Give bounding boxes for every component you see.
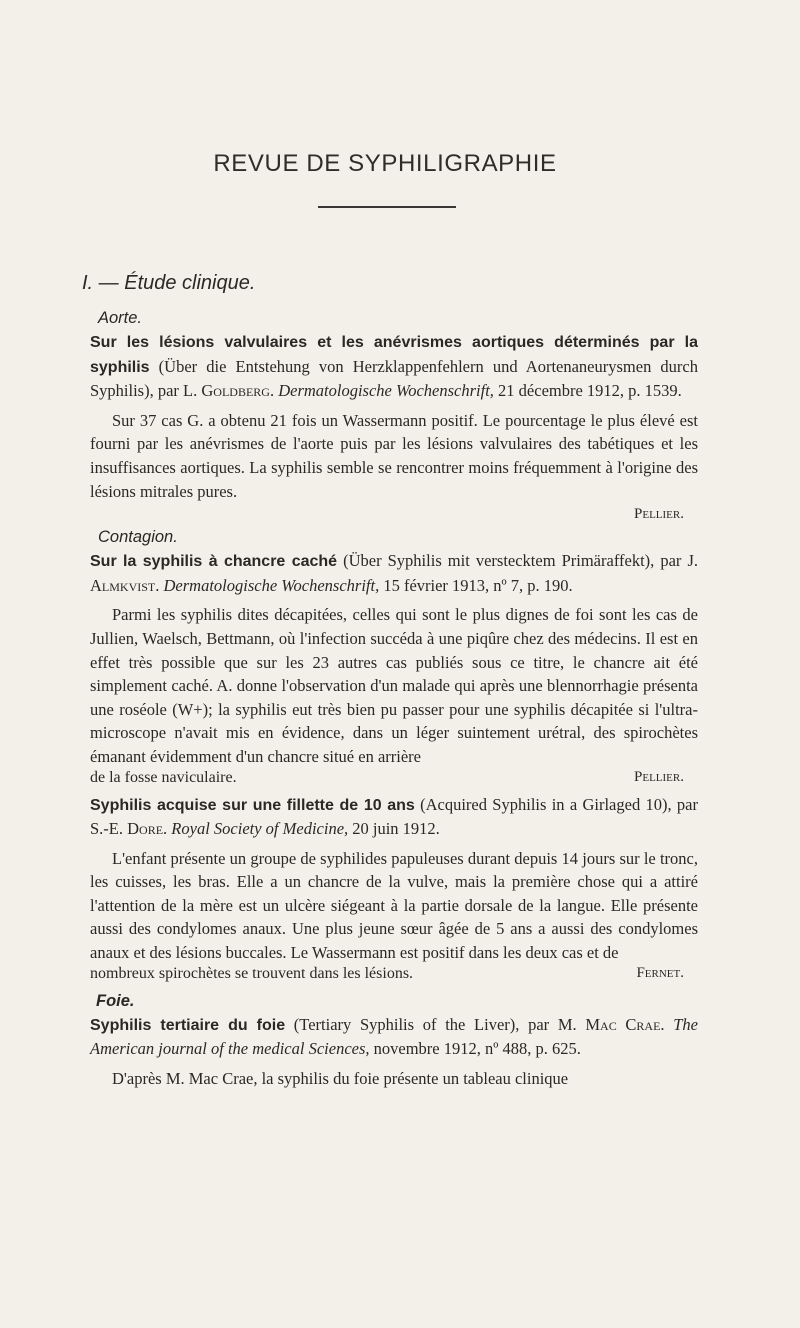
article-body-foie: D'après M. Mac Crae, la syphilis du foie présente un tableau clinique: [112, 1068, 569, 1088]
title-divider: [318, 206, 456, 208]
article-title: Syphilis acquise sur une fillette de 10 ans: [90, 796, 415, 814]
section-heading: I. — Étude clinique.: [82, 272, 256, 294]
body-last-line: de la fosse naviculaire.: [90, 768, 237, 786]
journal-name: Royal Society of Medicine,: [171, 819, 349, 839]
article-title: Syphilis tertiaire du foie: [90, 1016, 286, 1034]
article-title: Sur les lésions valvulaires et les anévrismes aortiques déterminés par la syphilis: [90, 334, 698, 376]
author-name: Almkvist: [90, 575, 156, 595]
citation-date: 21 décembre 1912, p. 1539.: [493, 381, 682, 401]
journal-name: Dermatologische Wochenschrift,: [278, 381, 494, 401]
article-last-line-contagion: [90, 769, 698, 787]
subheading-foie: Foie.: [96, 991, 135, 1010]
signature-fillette: Fernet.: [636, 964, 684, 981]
citation-date: 20 juin 1912.: [348, 819, 440, 839]
article-body-aorte: Sur 37 cas G. a obtenu 21 fois un Wassermann positif. Le pourcentage le plus élevé est fourni par les anévrismes de l'aorte puis par les lésions valvulaires des tabétiques et les insuffisances aortiques. La syphilis semble se rencontrer moins fréquemment à l'origine des lésions mitrales pures.: [90, 410, 698, 501]
journal-name: The American journal of the medical Sciences,: [90, 1014, 698, 1059]
article-citation-foie: [90, 1013, 698, 1061]
article-citation-fillette: [90, 793, 698, 841]
article-citation-contagion: [90, 549, 698, 597]
citation-separator: .: [660, 1014, 674, 1034]
body-last-line: nombreux spirochètes se trouvent dans les lésions.: [90, 964, 414, 982]
citation-date: novembre 1912, nº 488, p. 625.: [369, 1039, 581, 1059]
signature-aorte: Pellier.: [634, 506, 684, 523]
article-last-line-fillette: [90, 965, 698, 983]
citation-text: (Über die Entstehung von Herzklappenfehlern und Aortenaneurysmen durch Syphilis), par L.: [90, 356, 698, 401]
subheading-contagion: Contagion.: [98, 528, 178, 547]
page-title: REVUE DE SYPHILIGRAPHIE: [213, 150, 557, 177]
citation-separator: .: [155, 575, 164, 595]
article-body-fillette: L'enfant présente un groupe de syphilides papuleuses durant depuis 14 jours sur le tronc, les cuisses, les bras. Elle a un chancre de la vulve, mais la première chose qui a attiré l'attention de la mère est un ulcère siégeant à la partie dorsale de la langue. Elle présente aussi des condylomes anaux. Une plus jeune sœur âgée de 5 ans a aussi des condylomes anaux et des lésions buccales. Le Wassermann est positif dans les deux cas et de: [90, 848, 698, 963]
citation-date: 15 février 1913, nº 7, p. 190.: [379, 575, 573, 595]
citation-text: (Acquired Syphilis in a Girlaged 10), par S.-E.: [90, 794, 698, 839]
citation-text: (Tertiary Syphilis of the Liver), par M.: [285, 1014, 586, 1034]
citation-separator: .: [163, 819, 172, 839]
citation-separator: .: [269, 381, 279, 401]
article-body-contagion: Parmi les syphilis dites décapitées, celles qui sont le plus dignes de foi sont les cas de Jullien, Waelsch, Bettmann, où l'infection succéda à une piqûre chez des médecins. Il est en effet très possible que sur les 23 autres cas publiés sous ce titre, le chancre ait été simplement caché. A. donne l'observation d'un malade qui après une blennorrhagie présenta une roséole (W+); la syphilis eut très bien pu passer pour une syphilis décapitée si l'ultra-microscope n'avait mis en évidence, dans un léger suintement urétral, des spirochètes émanant évidemment d'un chancre situé en arrière: [90, 605, 698, 766]
article-citation-aorte: [90, 330, 698, 403]
journal-name: Dermatologische Wochenschrift,: [163, 575, 380, 595]
citation-text: (Über Syphilis mit verstecktem Primäraffekt), par J.: [337, 551, 698, 571]
subheading-aorte: Aorte.: [98, 309, 143, 327]
article-title: Sur la syphilis à chancre caché: [90, 553, 338, 571]
author-name: Mac Crae: [585, 1014, 661, 1034]
author-name: Goldberg: [201, 381, 270, 401]
signature-contagion: Pellier.: [634, 768, 684, 785]
author-name: Dore: [127, 819, 164, 839]
text-column: [82, 268, 698, 1090]
